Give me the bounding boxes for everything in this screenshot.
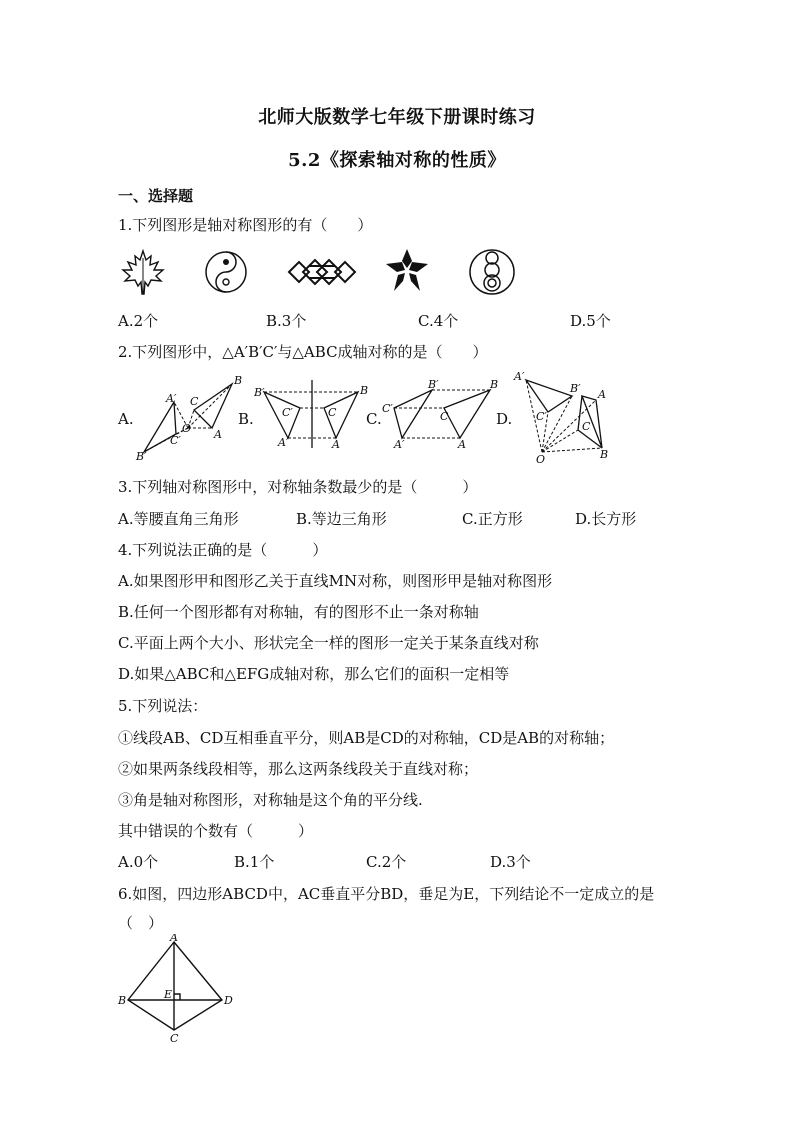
label-c: C [190,395,199,408]
q5-stem: 5.下列说法： [118,697,208,715]
label-o: O [536,453,546,464]
label-a-prime: A′ [166,392,177,405]
q2-figure-a [132,372,242,462]
q5-option-c[interactable]: C.2个 [366,853,407,871]
label-b: B [600,448,609,461]
q4-option-b[interactable]: B.任何一个图形都有对称轴，有的图形不止一条对称轴 [118,603,479,621]
q5-item-3: ③角是轴对称图形，对称轴是这个角的平分线. [118,791,423,809]
q3-option-a[interactable]: A.等腰直角三角形 [118,510,239,528]
label-a-prime: A′ [394,438,405,450]
label-a: A [170,934,178,944]
label-a-prime: A′ [278,436,289,449]
q4-option-c[interactable]: C.平面上两个大小、形状完全一样的图形一定关于某条直线对称 [118,634,539,652]
q2-stem: 2.下列图形中，△A′B′C′与△ABC成轴对称的是（ ） [118,343,488,361]
q4-stem: 4.下列说法正确的是（ ） [118,541,328,559]
q2-option-c-letter[interactable]: C. [366,410,382,428]
q3-option-b[interactable]: B.等边三角形 [296,510,387,528]
label-b-prime: B′ [570,382,581,395]
label-o: O [182,422,192,435]
q3-stem: 3.下列轴对称图形中，对称轴条数最少的是（ ） [118,478,478,496]
q6-figure [114,934,238,1044]
label-b-prime: B′ [254,386,265,399]
yin-yang-icon [201,248,251,296]
label-b: B [118,994,127,1007]
section-heading: 一、选择题 [118,187,194,205]
q5-item-1: ①线段AB、CD互相垂直平分，则AB是CD的对称轴，CD是AB的对称轴； [118,729,615,747]
label-c: C [582,420,591,433]
q2-figure-d [512,370,618,464]
label-e: E [164,988,173,1001]
q4-option-d[interactable]: D.如果△ABC和△EFG成轴对称，那么它们的面积一定相等 [118,665,510,683]
label-c-prime: C′ [382,402,393,415]
label-c-prime: C′ [536,410,547,423]
q2-figure-b [254,378,374,450]
label-a: A [214,428,222,441]
q6-stem: 6.如图，四边形ABCD中，AC垂直平分BD，垂足为E，下列结论不一定成立的是 [118,885,655,903]
label-b-prime: B′ [428,378,439,391]
q6-paren: （ ） [118,914,164,932]
label-a: A [332,438,340,450]
label-b-prime: B′ [136,450,147,462]
nested-circles-icon [466,246,518,298]
label-b: B [490,378,499,391]
q4-option-a[interactable]: A.如果图形甲和图形乙关于直线MN对称，则图形甲是轴对称图形 [118,572,553,590]
q5-item-2: ②如果两条线段相等，那么这两条线段关于直线对称； [118,760,479,778]
q5-option-d[interactable]: D.3个 [490,853,531,871]
q5-option-b[interactable]: B.1个 [234,853,275,871]
label-a: A [458,438,466,450]
label-c: C [170,1032,179,1044]
knot-pattern-icon [285,252,359,292]
label-b: B [360,384,369,397]
q1-option-c[interactable]: C.4个 [418,312,459,330]
label-a-prime: A′ [514,370,525,383]
q3-option-c[interactable]: C.正方形 [462,510,523,528]
page-title: 北师大版数学七年级下册课时练习 [258,107,536,128]
label-c: C [440,410,449,423]
maple-leaf-icon [118,248,168,296]
label-c-prime: C′ [282,406,293,419]
q5-ask: 其中错误的个数有（ ） [118,822,314,840]
q1-option-d[interactable]: D.5个 [570,312,611,330]
q1-option-a[interactable]: A.2个 [118,312,159,330]
label-d: D [224,994,233,1007]
label-c-prime: C′ [170,434,181,447]
q3-option-d[interactable]: D.长方形 [575,510,637,528]
q2-option-d-letter[interactable]: D. [496,410,513,428]
page-subtitle: 5.2《探索轴对称的性质》 [288,150,506,171]
q5-option-a[interactable]: A.0个 [118,853,159,871]
label-c: C [328,406,337,419]
five-petal-star-icon [382,246,432,296]
q2-figure-c [380,378,500,450]
q1-option-b[interactable]: B.3个 [266,312,307,330]
label-b: B [234,374,242,387]
q2-option-a-letter[interactable]: A. [118,410,134,428]
q2-option-b-letter[interactable]: B. [238,410,254,428]
label-a: A [598,388,606,401]
q1-stem: 1.下列图形是轴对称图形的有（ ） [118,216,373,234]
